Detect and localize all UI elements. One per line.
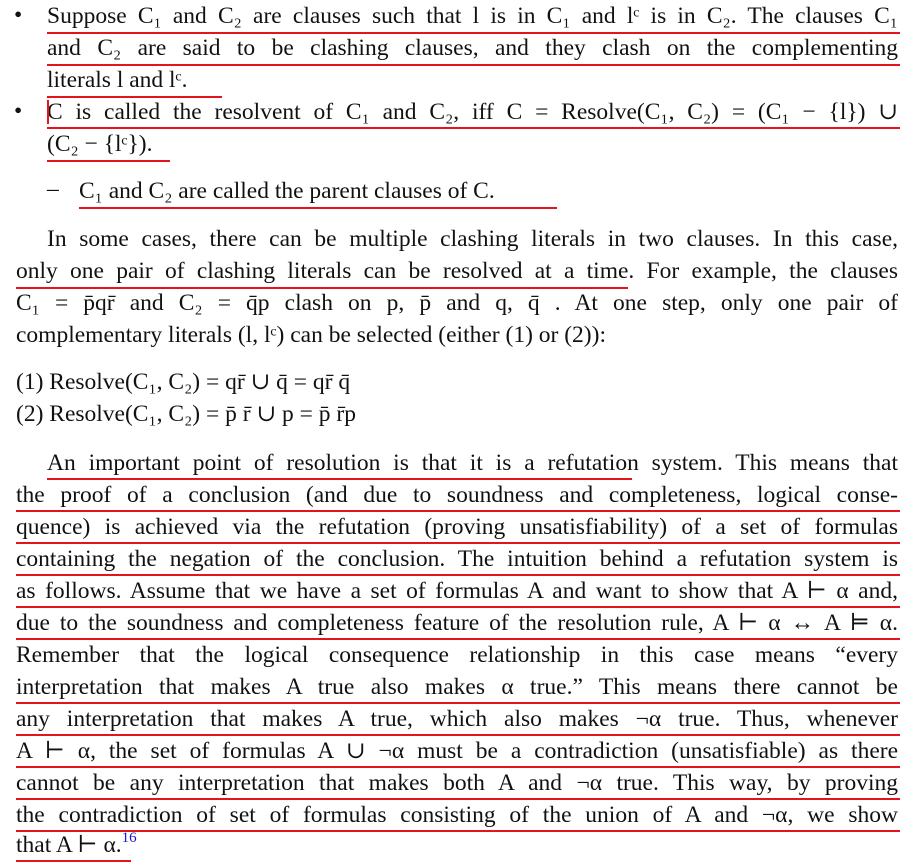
underline-start-mark <box>47 100 49 124</box>
underline <box>47 478 632 480</box>
para1-line2: only one pair of clashing literals can be resolved at a time. For example, the clauses <box>16 258 898 284</box>
underline <box>16 766 900 768</box>
bullet1-line2: and C₂ are said to be clashing clauses, and they clash on the complementing <box>47 35 898 61</box>
para1-line1: In some cases, there can be multiple clashing literals in two clauses. In this case, <box>47 226 898 252</box>
bullet1-line1: Suppose C₁ and C₂ are clauses such that l is in C₁ and lᶜ is in C₂. The clauses C₁ <box>47 3 898 29</box>
bullet-marker: • <box>14 2 23 28</box>
para2-line-2: the proof of a conclusion (and due to soundness and completeness, logical conse- <box>16 482 898 508</box>
bullet2-line2: (C₂ − {lᶜ}). <box>47 131 153 157</box>
underline <box>16 830 900 832</box>
para2-line-11: cannot be any interpretation that makes both A and ¬α true. This way, by proving <box>16 770 898 796</box>
para2-line-12: the contradiction of set of formulas consisting of the union of A and ¬α, we show <box>16 802 898 828</box>
para2-line-4: containing the negation of the conclusion. The intuition behind a refutation system is <box>16 546 898 572</box>
footnote-link[interactable]: 16 <box>121 830 137 846</box>
para1-line3: C₁ = p̄qr̄ and C₂ = q̄p clash on p, p̄ and q, q̄ . At one step, only one pair of <box>16 290 898 316</box>
para2-line-9: any interpretation that makes A true, which also makes ¬α true. Thus, whenever <box>16 706 898 732</box>
equation-1: (1) Resolve(C₁, C₂) = qr̄ ∪ q̄ = qr̄ q̄ <box>16 369 351 395</box>
underline <box>16 734 900 736</box>
bullet1-line3: literals l and lᶜ. <box>47 67 188 93</box>
para1-line4: complementary literals (l, lᶜ) can be selected (either (1) or (2)): <box>16 322 606 348</box>
para2-last-line <box>16 830 898 861</box>
underline <box>16 606 900 608</box>
para2-line-10: A ⊢ α, the set of formulas A ∪ ¬α must be a contradiction (unsatisfiable) as there <box>16 738 898 764</box>
bullet2-subline: C₁ and C₂ are called the parent clauses of C. <box>79 178 495 204</box>
para2-line-5: as follows. Assume that we have a set of formulas A and want to show that A ⊢ α and, <box>16 578 898 604</box>
underline <box>47 32 900 34</box>
para2-line-3: quence) is achieved via the refutation (proving unsatisfiability) of a set of formulas <box>16 514 898 540</box>
underline <box>47 96 222 98</box>
underline <box>16 574 900 576</box>
underline <box>16 702 900 704</box>
equation-2: (2) Resolve(C₁, C₂) = p̄ r̄ ∪ p = p̄ r̄p <box>16 401 356 427</box>
para2-line-8: interpretation that makes A true also makes α true.” This means there cannot be <box>16 674 898 700</box>
underline <box>16 510 900 512</box>
underline <box>47 160 170 162</box>
para2-line-1: An important point of resolution is that it is a refutation system. This means that <box>47 450 898 476</box>
underline <box>16 542 900 544</box>
underline <box>16 860 131 862</box>
bullet-marker: • <box>14 98 23 124</box>
para2-line-6: due to the soundness and completeness feature of the resolution rule, A ⊢ α ↔ A ⊨ α. <box>16 610 898 636</box>
para2-line-7: Remember that the logical consequence relationship in this case means “every <box>16 642 898 668</box>
underline <box>16 287 628 289</box>
underline <box>16 638 900 640</box>
underline <box>47 64 900 66</box>
dash-marker: – <box>47 176 59 202</box>
bullet2-line1: C is called the resolvent of C₁ and C₂, iff C = Resolve(C₁, C₂) = (C₁ − {l}) ∪ <box>47 99 898 125</box>
underline <box>47 127 900 129</box>
para2-last-text: that A ⊢ α. <box>16 832 122 858</box>
underline <box>79 207 557 209</box>
underline <box>16 798 900 800</box>
